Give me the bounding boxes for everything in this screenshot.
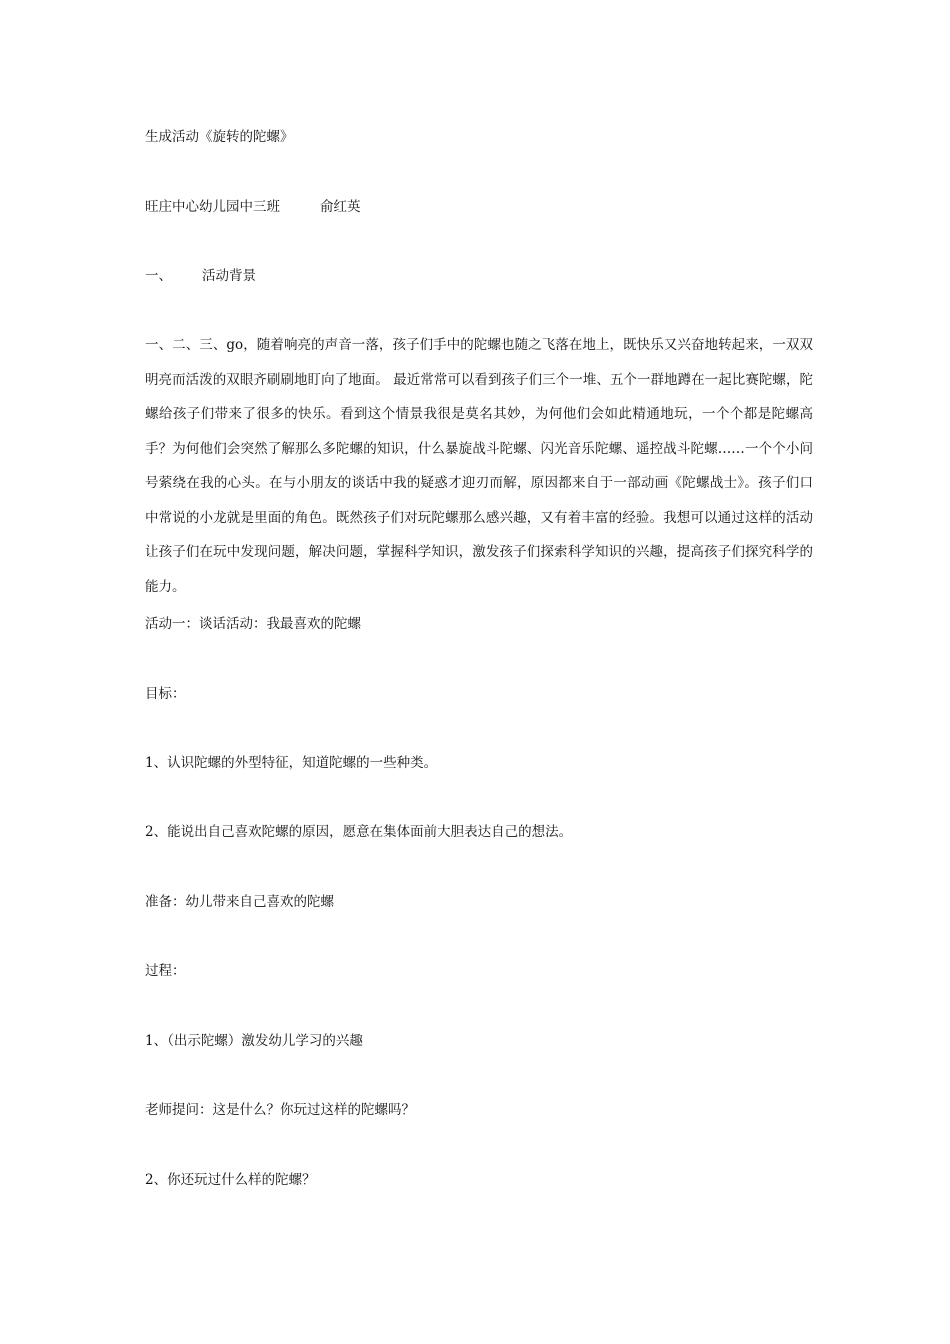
preparation-line: 准备：幼儿带来自己喜欢的陀螺 (145, 894, 334, 910)
background-paragraph: 一、二、三、go，随着响亮的声音一落，孩子们手中的陀螺也随之飞落在地上，既快乐又兴奋地转起来，一双双明亮而活泼的双眼齐刷刷地盯向了地面。 最近常常可以看到孩子们三个一堆、五个一群地蹲在一起比赛陀螺，陀螺给孩子们带来了很多的快乐。看到这个情景我很是莫名其妙，为何他们会如此精通地玩，一个个都是陀螺高手？为何他们会突然了解那么多陀螺的知识，什么暴旋战斗陀螺、闪光音乐陀螺、遥控战斗陀螺……一个个小问号萦绕在我的心头。在与小朋友的谈话中我的疑惑才迎刃而解，原因都来自于一部动画《陀螺战士》。孩子们口中常说的小龙就是里面的角色。既然孩子们对玩陀螺那么感兴趣，又有着丰富的经验。我想可以通过这样的活动让孩子们在玩中发现问题，解决问题，掌握科学知识，激发孩子们探索科学知识的兴趣，提高孩子们探究科学的能力。 (145, 337, 813, 595)
document-title: 生成活动《旋转的陀螺》 (145, 129, 294, 145)
section-number: 一、 (145, 268, 172, 284)
author-line (145, 197, 361, 217)
goals-label: 目标： (145, 686, 186, 702)
school-name: 旺庄中心幼儿园中三班 (145, 199, 280, 215)
process-step-2: 2、你还玩过什么样的陀螺？ (145, 1172, 316, 1188)
section-heading (145, 266, 256, 286)
process-step-1: 1、（出示陀螺）激发幼儿学习的兴趣 (145, 1033, 363, 1049)
goal-item-2: 2、能说出自己喜欢陀螺的原因，愿意在集体面前大胆表达自己的想法。 (145, 824, 573, 840)
process-label: 过程： (145, 963, 186, 979)
section-title: 活动背景 (202, 268, 256, 284)
goal-item-1: 1、认识陀螺的外型特征，知道陀螺的一些种类。 (145, 755, 438, 771)
activity-title: 活动一：谈话活动：我最喜欢的陀螺 (145, 616, 361, 632)
teacher-question: 老师提问：这是什么？你玩过这样的陀螺吗？ (145, 1102, 415, 1118)
author-name: 俞红英 (320, 199, 361, 215)
